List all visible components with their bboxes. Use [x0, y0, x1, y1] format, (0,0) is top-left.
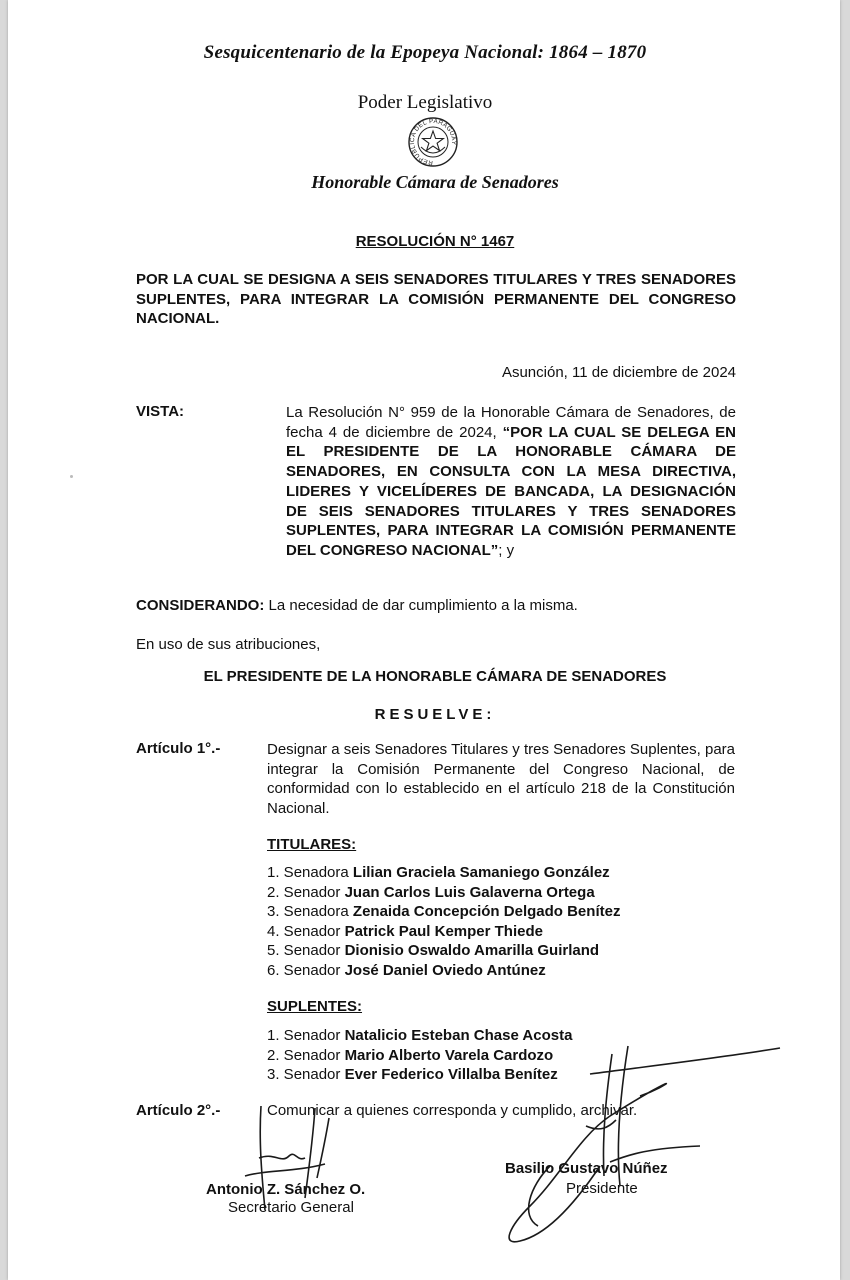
list-item — [267, 863, 620, 883]
list-item — [267, 941, 620, 961]
item-number: 4. — [267, 922, 280, 940]
item-number: 6. — [267, 961, 280, 979]
item-number: 3. — [267, 903, 280, 920]
senator-name: Zenaida Concepción Delgado Benítez — [352, 903, 621, 920]
list-item — [267, 902, 620, 922]
item-number: 2. — [267, 883, 280, 901]
item-title: Senador — [279, 1027, 345, 1044]
considerando-text: La necesidad de dar cumplimiento a la misma. — [264, 597, 578, 614]
senator-name: Natalicio Esteban Chase Acosta — [344, 1027, 573, 1044]
president-role: Presidente — [566, 1180, 638, 1197]
item-number: 2. — [267, 1046, 280, 1064]
seal-text: REPÚBLICA DEL PARAGUAY — [408, 117, 458, 167]
suplentes-list — [267, 1026, 572, 1085]
vista-text — [286, 403, 736, 561]
vista-label: VISTA: — [136, 403, 185, 420]
titulares-heading: TITULARES: — [267, 836, 357, 853]
motto-header: Sesquicentenario de la Epopeya Nacional: 1864 – 1870 — [203, 42, 647, 63]
authority-heading: EL PRESIDENTE DE LA HONORABLE CÁMARA DE SENADORES — [203, 668, 667, 685]
secretary-name: Antonio Z. Sánchez O. — [206, 1181, 366, 1198]
item-title: Senador — [279, 1046, 345, 1064]
chamber-name: Honorable Cámara de Senadores — [311, 172, 559, 192]
list-item — [267, 1026, 572, 1046]
list-item — [267, 922, 620, 942]
considerando — [136, 597, 578, 614]
item-title: Senador — [279, 883, 345, 901]
article-2-text: Comunicar a quienes corresponda y cumplido, archivar. — [267, 1102, 638, 1119]
article-1-label: Artículo 1°.- — [136, 740, 221, 757]
item-number: 3. — [267, 1066, 280, 1083]
president-name: Basilio Gustavo Núñez — [505, 1160, 668, 1177]
considerando-label: CONSIDERANDO: — [136, 597, 265, 614]
senator-name: Ever Federico Villalba Benítez — [344, 1066, 558, 1083]
list-item — [267, 961, 620, 981]
item-title: Senador — [279, 942, 345, 959]
item-title: Senador — [279, 1066, 345, 1083]
item-title: Senadora — [279, 864, 353, 881]
item-number: 1. — [267, 1027, 280, 1044]
titulares-list — [267, 863, 620, 980]
senator-name: Mario Alberto Varela Cardozo — [344, 1046, 554, 1064]
list-item — [267, 1046, 572, 1066]
national-seal-icon — [405, 117, 461, 167]
senator-name: Lilian Graciela Samaniego González — [352, 864, 610, 881]
resolution-subject: POR LA CUAL SE DESIGNA A SEIS SENADORES TITULARES Y TRES SENADORES SUPLENTES, PARA INTEGRAR LA COMISIÓN PERMANENTE DEL CONGRESO NACIONAL. — [136, 271, 736, 327]
senator-name: José Daniel Oviedo Antúnez — [344, 961, 546, 979]
secretary-role: Secretario General — [228, 1199, 354, 1216]
item-number: 1. — [267, 864, 280, 881]
resolution-title: RESOLUCIÓN N° 1467 — [355, 233, 515, 250]
list-item — [267, 1065, 572, 1085]
article-2-label: Artículo 2°.- — [136, 1102, 221, 1119]
vista-end: ; y — [498, 541, 515, 559]
branch-name: Poder Legislativo — [357, 92, 493, 113]
senator-name: Juan Carlos Luis Galaverna Ortega — [344, 883, 595, 901]
scan-speck — [70, 475, 73, 478]
item-title: Senador — [279, 961, 345, 979]
vista-quoted-title: “POR LA CUAL SE DELEGA EN EL PRESIDENTE DE LA HONORABLE CÁMARA DE SENADORES, EN CONSULTA CON LA MESA DIRECTIVA, LIDERES Y VICELÍDERES DE BANCADA, LA DESIGNACIÓN DE SEIS SENADORES TITULARES Y TRES SENADORES SUPLENTES, PARA INTEGRAR LA COMISIÓN PERMANENTE DEL CONGRESO NACIONAL” — [286, 423, 736, 559]
article-1-text: Designar a seis Senadores Titulares y tres Senadores Suplentes, para integrar la Comisión Permanente del Congreso Nacional, de conformidad con lo establecido en el artículo 218 de la Constitución Nacional. — [267, 741, 735, 817]
resolution-date: Asunción, 11 de diciembre de 2024 — [501, 364, 736, 381]
resuelve-heading: RESUELVE: — [374, 706, 496, 723]
senator-name: Dionisio Oswaldo Amarilla Guirland — [344, 942, 600, 959]
vista-intro: La Resolución N° 959 de la Honorable Cámara de Senadores, de fecha 4 de diciembre de 2024, — [286, 404, 736, 441]
suplentes-heading: SUPLENTES: — [267, 998, 363, 1015]
list-item — [267, 883, 620, 903]
en-uso-text: En uso de sus atribuciones, — [136, 636, 321, 653]
item-number: 5. — [267, 942, 280, 959]
item-title: Senador — [279, 922, 345, 940]
senator-name: Patrick Paul Kemper Thiede — [344, 922, 543, 940]
item-title: Senadora — [279, 903, 353, 920]
